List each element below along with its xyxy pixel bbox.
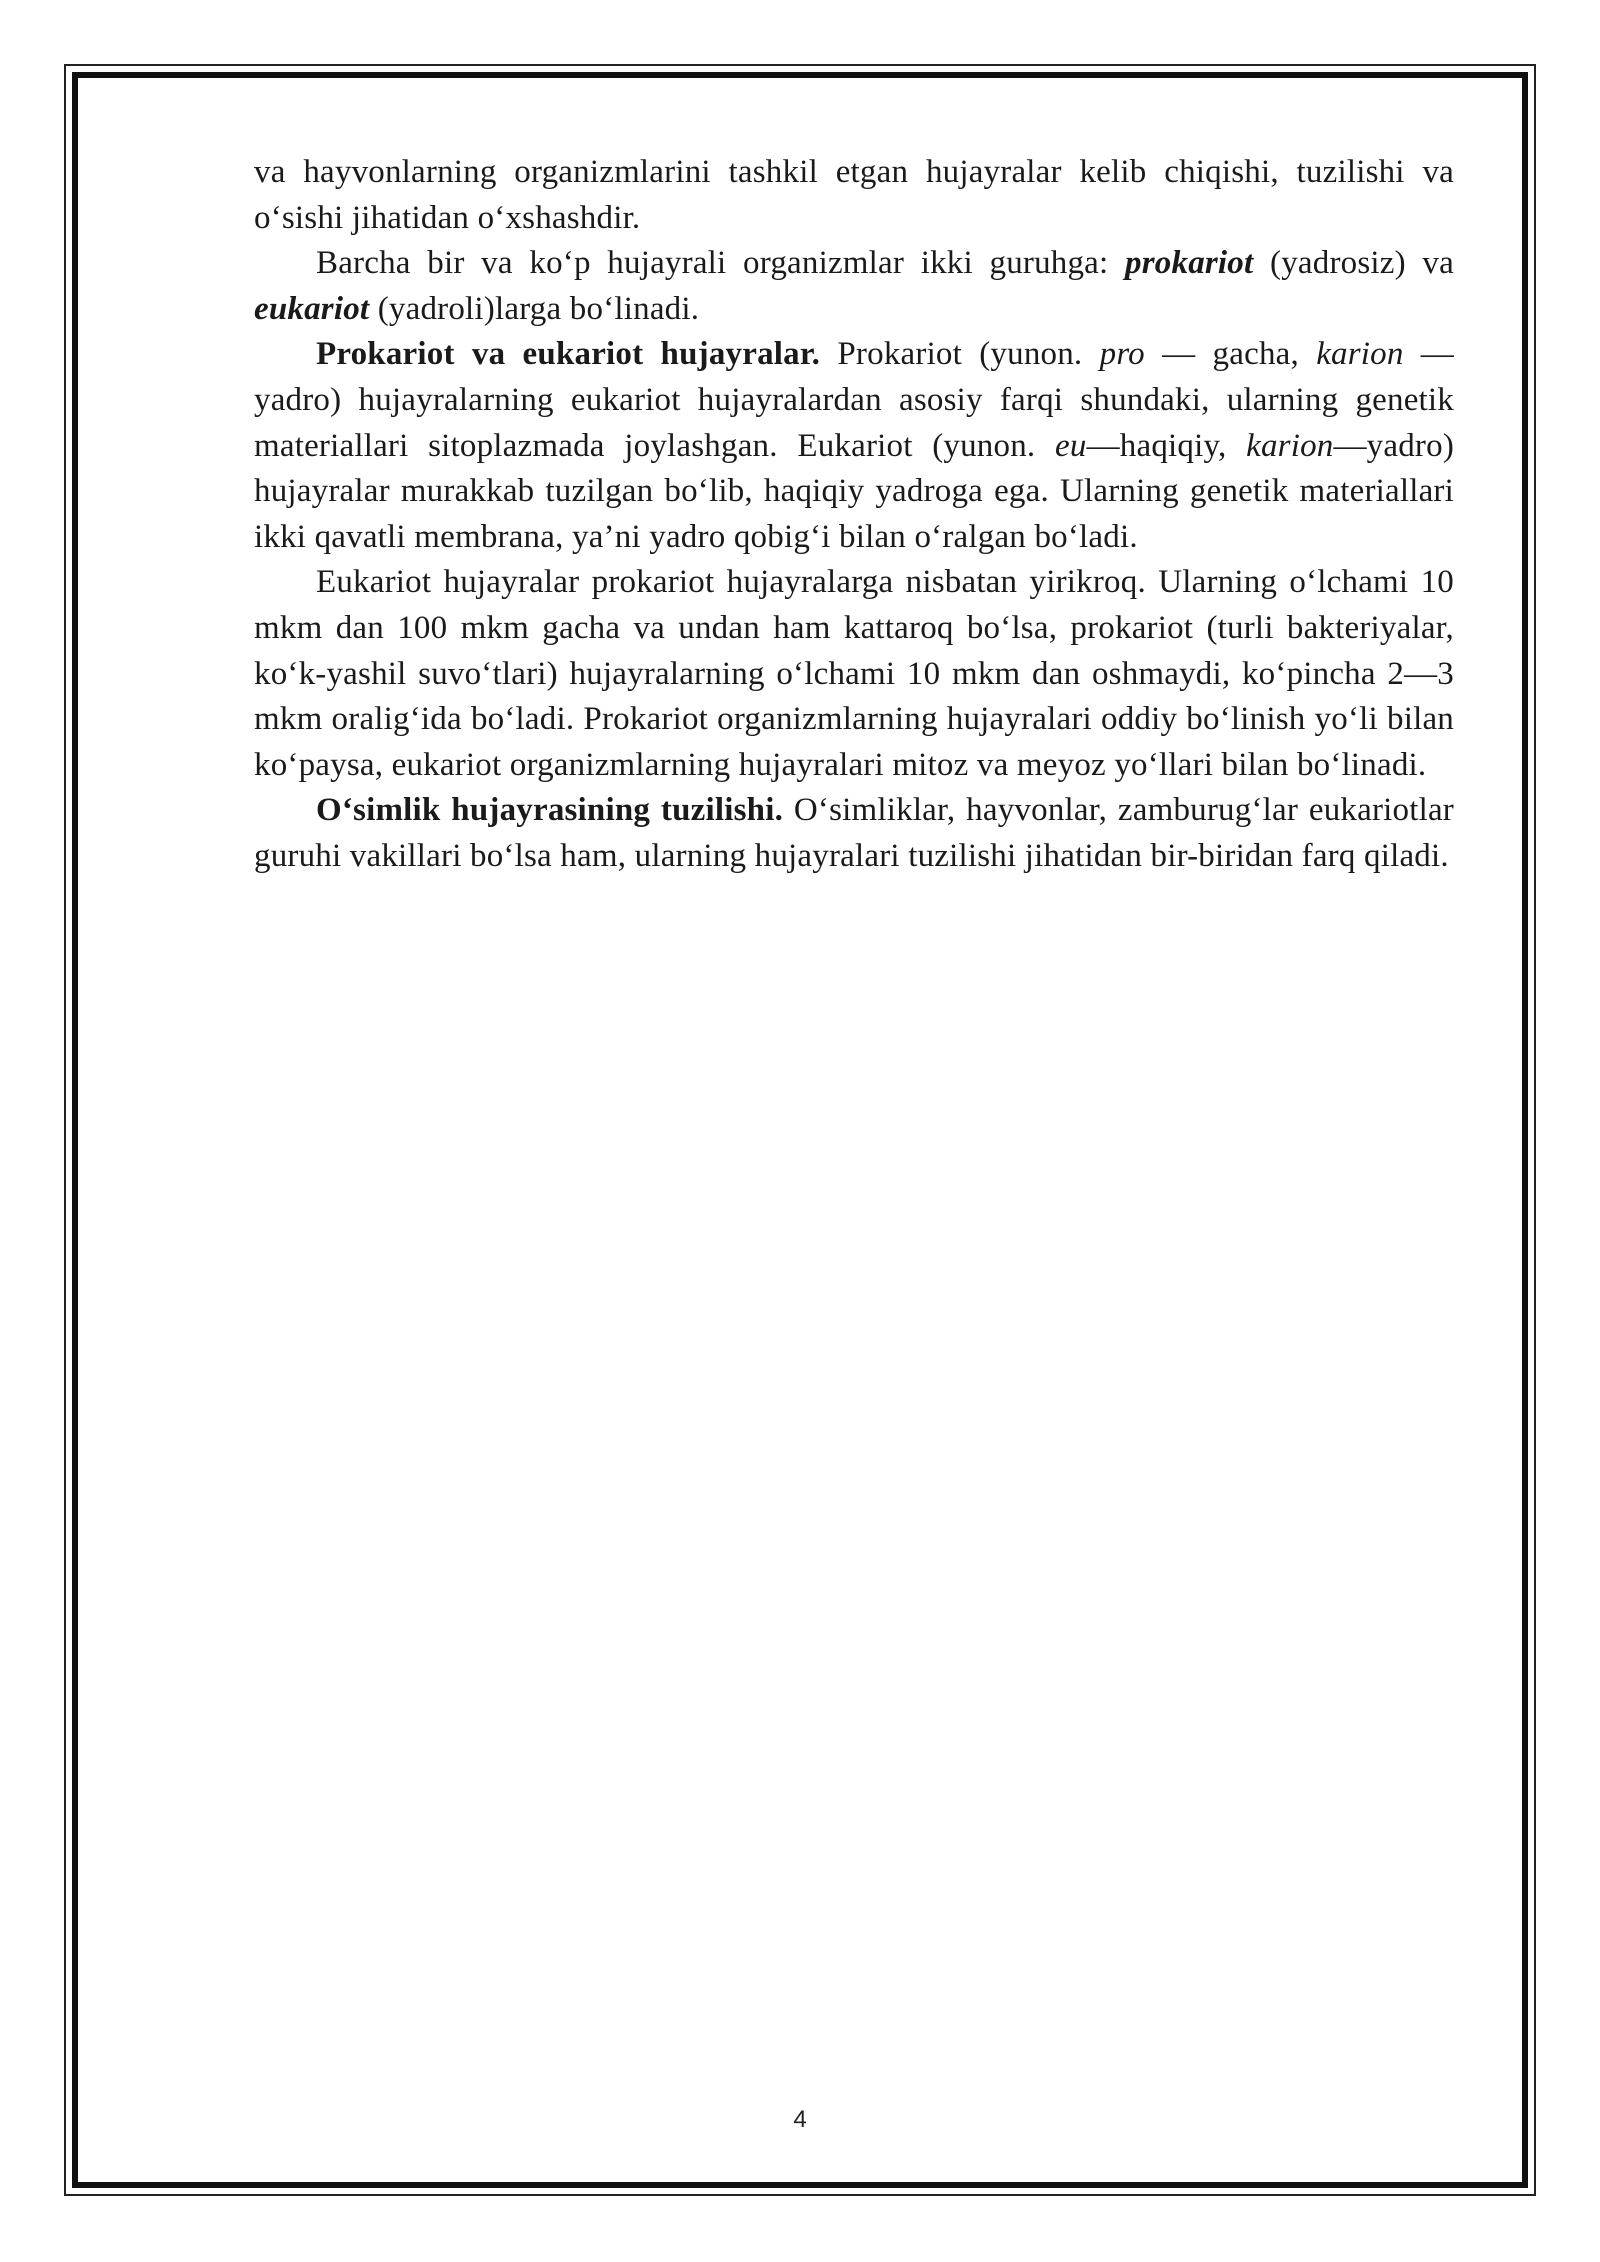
section-heading-osimlik-hujayrasi: O‘simlik hujayrasining tuzilishi. [316,792,784,829]
term-pro: pro [1099,336,1145,373]
paragraph-5-text: O‘simliklar, hayvonlar, zamburug‘lar eukariotlar guruhi vakillari bo‘lsa ham, ularning hujayralari tuzilishi jihatidan bir-biridan farq qiladi. [254,792,1454,874]
term-eukariot: eukariot [254,290,370,327]
paragraph-1 [254,150,1454,241]
body-text [254,150,1454,880]
paragraph-1-text: va hayvonlarning organizmlarini tashkil etgan hujayralar kelib chiqishi, tuzilishi va o‘sishi jihatidan o‘xshashdir. [254,154,1454,236]
paragraph-3-text: —haqiqiy, [1086,427,1247,464]
paragraph-2 [254,241,1454,332]
paragraph-2-text: Barcha bir va ko‘p hujayrali organizmlar ikki guruhga: [316,245,1126,282]
paragraph-3 [254,332,1454,560]
paragraph-2-text: (yadrosiz) va [1253,245,1454,282]
paragraph-2-text: (yadroli)larga bo‘linadi. [369,290,700,327]
page-number: 4 [793,2106,807,2133]
paragraph-3-text: —yadro) hujayralar murakkab tuzilgan bo‘lib, haqiqiy yadroga ega. Ularning genetik materiallari ikki qavatli membrana, ya’ni yadro qobig‘i bilan o‘ralgan bo‘ladi. [254,427,1455,555]
paragraph-3-text: — gacha, [1144,336,1317,373]
term-karion: karion [1316,336,1404,373]
section-heading-prokariot-eukariot: Prokariot va eukariot hujayralar. [316,336,821,373]
paragraph-5 [254,788,1454,879]
paragraph-4 [254,560,1454,788]
term-karion: karion [1246,427,1334,464]
paragraph-3-text: — yadro) hujayralarning eukariot hujayralardan asosiy farqi shundaki, ularning genetik materiallari sitoplazmada joylashgan. Eukariot (yunon. [254,336,1454,464]
paragraph-4-text: Eukariot hujayralar prokariot hujayralarga nisbatan yirikroq. Ularning o‘lchami 10 mkm dan 100 mkm gacha va undan ham kattaroq bo‘lsa, prokariot (turli bakteriyalar, ko‘k-yashil suvo‘tlari) hujayralarning o‘lchami 10 mkm dan oshmaydi, ko‘pincha 2—3 mkm oralig‘ida bo‘ladi. Prokariot organizmlarning hujayralari oddiy bo‘linish yo‘li bilan ko‘paysa, eukariot organizmlarning hujayralari mitoz va meyoz yo‘llari bilan bo‘linadi. [254,564,1454,783]
term-eu: eu [1055,427,1087,464]
term-prokariot: prokariot [1125,245,1254,282]
paragraph-3-text: Prokariot (yunon. [820,336,1100,373]
